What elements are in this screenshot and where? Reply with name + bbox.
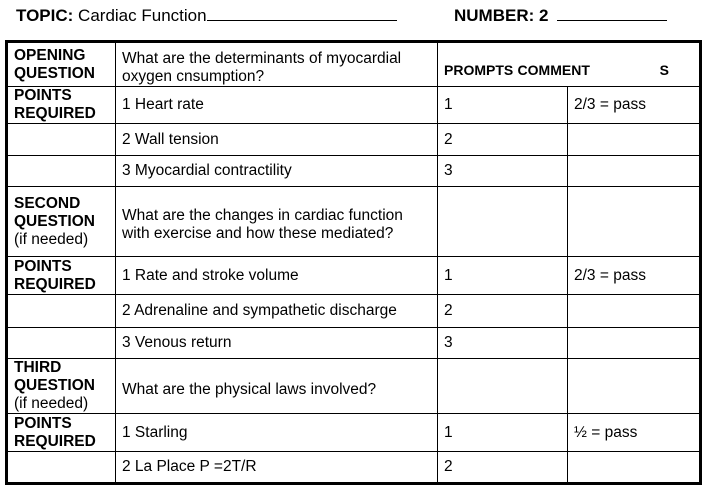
topic-label: TOPIC: bbox=[16, 6, 74, 25]
comment-cell: ½ = pass bbox=[568, 414, 701, 452]
table-row bbox=[7, 414, 701, 452]
comment-cell: 2/3 = pass bbox=[568, 87, 701, 124]
prompt-cell bbox=[438, 187, 568, 257]
row-label bbox=[7, 328, 116, 359]
number-line bbox=[454, 6, 667, 26]
topic-blank-line bbox=[207, 6, 397, 21]
table-row bbox=[7, 156, 701, 187]
prompt-cell: 2 bbox=[438, 452, 568, 484]
row-label bbox=[7, 452, 116, 484]
prompt-cell: 1 bbox=[438, 87, 568, 124]
row-label: POINTS REQUIRED bbox=[7, 414, 116, 452]
comment-cell bbox=[568, 328, 701, 359]
point-text: 1 Heart rate bbox=[116, 87, 438, 124]
row-label-main: THIRD QUESTION bbox=[14, 359, 95, 394]
row-label bbox=[7, 359, 116, 414]
comment-header: COMMENT bbox=[517, 61, 590, 78]
row-label-main: SECOND QUESTION bbox=[14, 194, 95, 230]
row-label bbox=[7, 124, 116, 156]
question-table bbox=[5, 40, 702, 485]
row-label bbox=[7, 187, 116, 257]
point-text: 1 Starling bbox=[116, 414, 438, 452]
comment-cell bbox=[568, 187, 701, 257]
question-text: What are the changes in cardiac function with exercise and how these mediated? bbox=[116, 187, 438, 257]
question-text: What are the determinants of myocardial oxygen cnsumption? bbox=[116, 42, 438, 87]
row-label-sub: (if needed) bbox=[14, 395, 89, 412]
row-label bbox=[7, 156, 116, 187]
comment-header-tail: S bbox=[659, 61, 669, 78]
table-row bbox=[7, 87, 701, 124]
topic-line bbox=[16, 6, 397, 26]
prompt-cell: 3 bbox=[438, 156, 568, 187]
question-text: What are the physical laws involved? bbox=[116, 359, 438, 414]
number-label: NUMBER: bbox=[454, 6, 535, 25]
prompt-cell: 2 bbox=[438, 124, 568, 156]
row-label-sub: (if needed) bbox=[14, 230, 89, 248]
table-row bbox=[7, 359, 701, 414]
table-row bbox=[7, 257, 701, 295]
prompt-cell: 3 bbox=[438, 328, 568, 359]
point-text: 1 Rate and stroke volume bbox=[116, 257, 438, 295]
table-row bbox=[7, 328, 701, 359]
comment-cell bbox=[568, 452, 701, 484]
table-row bbox=[7, 452, 701, 484]
number-blank-line bbox=[557, 6, 667, 21]
prompt-cell: 1 bbox=[438, 414, 568, 452]
row-label: OPENING QUESTION bbox=[7, 42, 116, 87]
prompt-cell: 1 bbox=[438, 257, 568, 295]
table-row bbox=[7, 295, 701, 328]
comment-cell bbox=[568, 156, 701, 187]
point-text: 3 Myocardial contractility bbox=[116, 156, 438, 187]
prompt-cell bbox=[438, 359, 568, 414]
comment-cell bbox=[568, 359, 701, 414]
point-text: 3 Venous return bbox=[116, 328, 438, 359]
row-label: POINTS REQUIRED bbox=[7, 87, 116, 124]
point-text: 2 Wall tension bbox=[116, 124, 438, 156]
comment-cell bbox=[568, 124, 701, 156]
table-row bbox=[7, 124, 701, 156]
number-value: 2 bbox=[539, 6, 549, 25]
row-label: POINTS REQUIRED bbox=[7, 257, 116, 295]
table-row bbox=[7, 187, 701, 257]
point-text: 2 La Place P =2T/R bbox=[116, 452, 438, 484]
comment-cell bbox=[568, 295, 701, 328]
prompts-header: PROMPTS bbox=[444, 61, 514, 78]
table-row bbox=[7, 42, 701, 87]
prompt-cell: 2 bbox=[438, 295, 568, 328]
point-text: 2 Adrenaline and sympathetic discharge bbox=[116, 295, 438, 328]
comment-cell: 2/3 = pass bbox=[568, 257, 701, 295]
prompts-comment-header bbox=[438, 42, 701, 87]
row-label bbox=[7, 295, 116, 328]
topic-value: Cardiac Function bbox=[78, 6, 207, 25]
